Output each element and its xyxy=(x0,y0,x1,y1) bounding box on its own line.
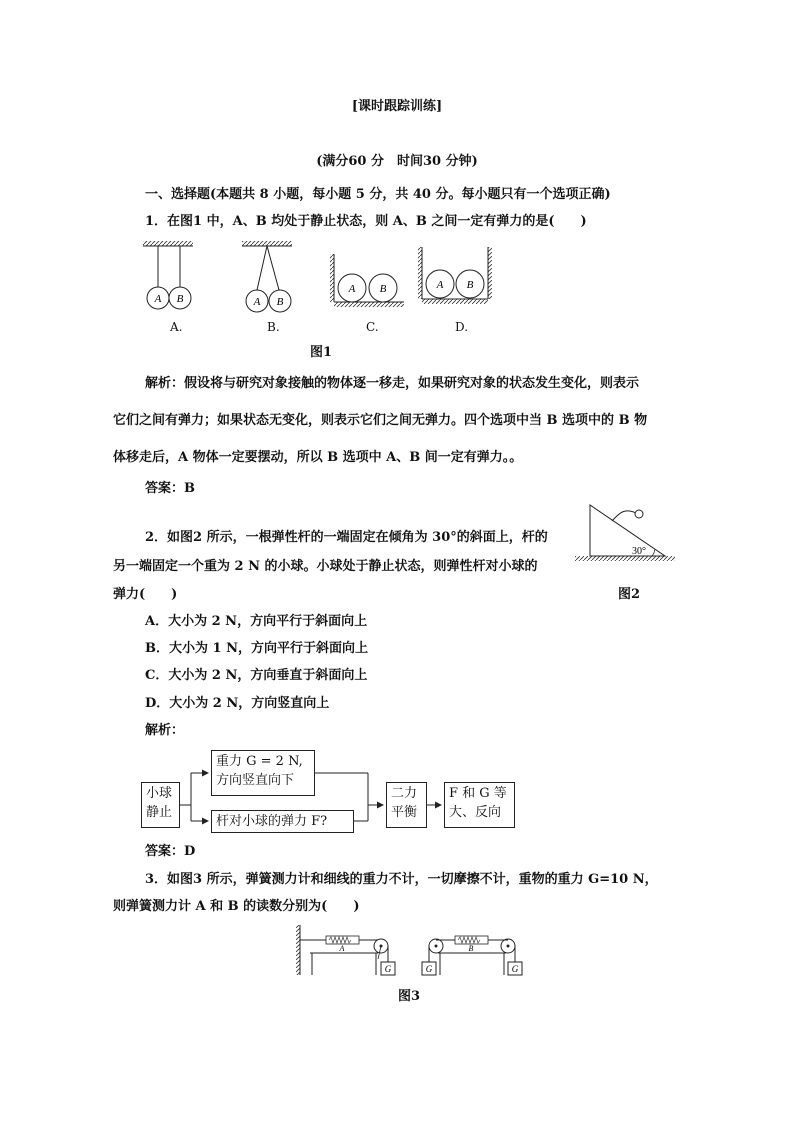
fig1-option-a-label: A. xyxy=(170,320,183,334)
flow-ball-line-2: 静止 xyxy=(146,805,173,820)
angle-label: 30° xyxy=(632,546,646,557)
q1-answer: 答案：B xyxy=(145,481,195,496)
flow-rod-force-text: 杆对小球的弹力 F? xyxy=(216,814,328,829)
fig3-setup-b xyxy=(422,936,522,975)
section-heading: 一、选择题(本题共 8 小题，每小题 5 分，共 40 分。每小题只有一个选项正确) xyxy=(145,187,611,202)
ball-a-label: A xyxy=(348,283,356,295)
ball-b-label: B xyxy=(379,283,387,295)
flow-result-line-2: 大、反向 xyxy=(449,805,502,820)
weight-label: G xyxy=(425,964,433,974)
question-2-stem-line-3: 弹力( ) xyxy=(113,587,178,602)
weight-label: G xyxy=(511,964,519,974)
ball-b-label: B xyxy=(176,293,184,305)
score-time-info: (满分60 分 时间30 分钟) xyxy=(316,154,478,169)
fig3-setup-a xyxy=(296,925,395,975)
flow-result-line-1: F 和 G 等 xyxy=(449,786,507,801)
q1-analysis-line-2: 它们之间有弹力；如果状态无变化，则表示它们之间无弹力。四个选项中当 B 选项中的 B 物 xyxy=(113,413,648,428)
ball-b-label: B xyxy=(466,279,474,291)
q2-analysis-label: 解析： xyxy=(145,723,185,738)
fig1-option-c-label: C. xyxy=(366,320,379,334)
q1-analysis-line-3: 体移走后，A 物体一定要摆动，所以 B 选项中 A、B 间一定有弹力。。 xyxy=(113,450,523,465)
wall-hatch xyxy=(296,925,300,975)
flow-gravity-line-2: 方向竖直向下 xyxy=(216,773,295,788)
q2-answer: 答案：D xyxy=(145,844,196,859)
flow-gravity-line-1: 重力 G = 2 N, xyxy=(216,754,303,769)
question-2-stem-line-2: 另一端固定一个重为 2 N 的小球。小球处于静止状态，则弹性杆对小球的 xyxy=(113,559,538,574)
question-3-stem-line-2: 则弹簧测力计 A 和 B 的读数分别为( ) xyxy=(113,899,360,914)
question-3-stem-line-1: 3．如图3 所示，弹簧测力计和细线的重力不计，一切摩擦不计，重物的重力 G=10 N， xyxy=(145,872,658,887)
flow-ball-line-1: 小球 xyxy=(146,786,173,801)
ball-b-label: B xyxy=(276,296,284,308)
ball-a-label: A xyxy=(154,293,162,305)
flow-balance-line-1: 二力 xyxy=(391,786,418,801)
q2-option-d: D．大小为 2 N，方向竖直向上 xyxy=(145,696,330,711)
ball-a-label: A xyxy=(436,279,444,291)
q2-option-c: C．大小为 2 N，方向垂直于斜面向上 xyxy=(145,668,368,683)
page-title: [课时跟踪训练] xyxy=(351,99,443,114)
ball-a-label: A xyxy=(253,296,261,308)
q2-option-a: A．大小为 2 N，方向平行于斜面向上 xyxy=(145,614,368,629)
scale-b-label: B xyxy=(468,944,474,953)
scale-a-label: A xyxy=(339,944,345,953)
fig1-option-d-label: D. xyxy=(455,320,469,334)
q1-analysis-line-1: 解析：假设将与研究对象接触的物体逐一移走，如果研究对象的状态发生变化，则表示 xyxy=(145,376,640,391)
fig1-option-b-label: B. xyxy=(267,320,280,334)
question-1-stem: 1．在图1 中，A、B 均处于静止状态，则 A、B 之间一定有弹力的是( ) xyxy=(145,214,587,229)
flow-balance-line-2: 平衡 xyxy=(391,805,418,820)
figure-2-caption: 图2 xyxy=(618,587,641,602)
figure-1-caption: 图1 xyxy=(310,345,333,360)
figure-3-caption: 图3 xyxy=(398,989,421,1004)
q2-option-b: B．大小为 1 N，方向平行于斜面向上 xyxy=(145,641,368,656)
question-2-stem-line-1: 2．如图2 所示，一根弹性杆的一端固定在倾角为 30°的斜面上，杆的 xyxy=(145,530,548,545)
weight-label: G xyxy=(384,964,392,974)
